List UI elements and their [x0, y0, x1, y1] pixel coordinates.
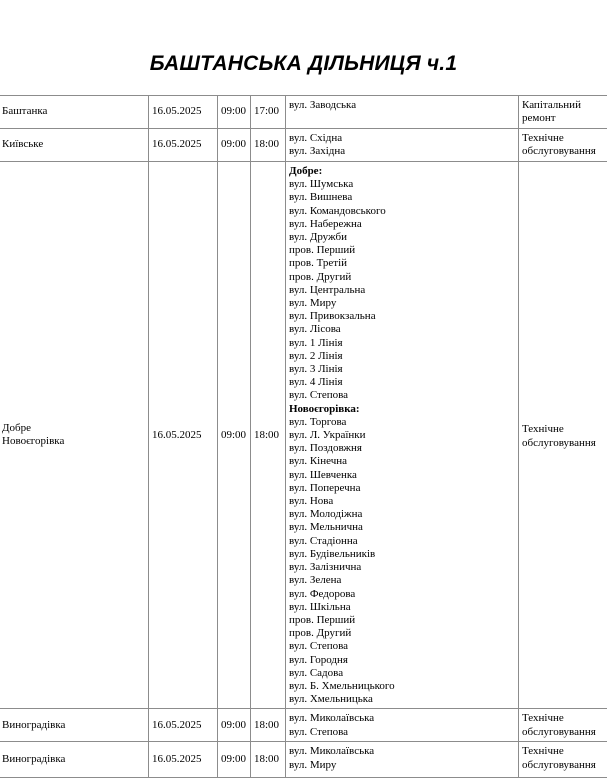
work-type-line: обслуговування [522, 145, 596, 158]
street-item: вул. Шумська [289, 178, 354, 191]
settlement-cell [0, 709, 149, 742]
work-type-line: Технічне [522, 132, 564, 144]
street-item: вул. Торгова [289, 415, 347, 428]
street-item: пров. Перший [289, 613, 356, 626]
work-type-cell [519, 742, 607, 778]
street-item: пров. Третій [289, 257, 348, 270]
street-item: вул. Шевченка [289, 468, 357, 481]
street-item: вул. 4 Лінія [289, 376, 343, 389]
streets-cell [286, 742, 519, 778]
settlement-name: Баштанка [2, 105, 48, 118]
end-time-cell: 18:00 [251, 709, 286, 742]
work-type-line: Технічне [522, 423, 564, 436]
street-group-header: Добре: [289, 165, 323, 177]
street-item: вул. Степова [289, 640, 349, 653]
street-item: вул. Лісова [289, 323, 341, 336]
date-cell: 16.05.2025 [149, 162, 218, 709]
street-item: вул. 1 Лінія [289, 336, 343, 349]
work-type-line: ремонт [522, 112, 556, 125]
table-row [0, 742, 607, 778]
document-title: БАШТАНСЬКА ДІЛЬНИЦЯ ч.1 [149, 52, 458, 75]
street-item: вул. Садова [289, 666, 344, 679]
streets-cell [286, 129, 519, 162]
street-item: пров. Перший [289, 244, 356, 257]
street-item: вул. Заводська [289, 99, 357, 111]
street-item: вул. Будівельників [289, 547, 376, 560]
streets-cell [286, 96, 519, 129]
settlement-name: Добре [2, 421, 31, 434]
street-item: вул. Федорова [289, 587, 356, 600]
street-item: вул. Миколаївська [289, 712, 375, 725]
street-item: вул. Вишнева [289, 191, 353, 204]
date-cell: 16.05.2025 [149, 96, 218, 129]
street-item: вул. Західна [289, 145, 346, 158]
work-type-line: обслуговування [522, 758, 596, 771]
settlement-name: Виноградівка [2, 718, 66, 731]
street-item: вул. Миру [289, 758, 337, 771]
work-type-line: Технічне [522, 712, 564, 725]
street-item: пров. Другий [289, 627, 352, 640]
end-time-cell: 18:00 [251, 129, 286, 162]
end-time-cell: 17:00 [251, 96, 286, 129]
work-type-line: Технічне [522, 745, 564, 758]
table-row [0, 709, 607, 742]
settlement-cell [0, 96, 149, 129]
work-type-cell [519, 709, 607, 742]
work-type-cell [519, 96, 607, 129]
street-item: вул. Шкільна [289, 600, 351, 613]
street-item: вул. Хмельницька [289, 693, 373, 706]
settlement-name: Новоєгорівка [2, 435, 65, 448]
street-item: вул. Степова [289, 725, 349, 738]
street-item: вул. Мельнична [289, 521, 363, 534]
settlement-cell [0, 129, 149, 162]
street-item: вул. Поздовжня [289, 442, 362, 455]
street-item: вул. 3 Лінія [289, 363, 343, 376]
end-time-cell: 18:00 [251, 162, 286, 709]
streets-cell [286, 709, 519, 742]
street-item: вул. Стадіонна [289, 534, 358, 547]
settlement-name: Київське [2, 138, 44, 151]
date-cell: 16.05.2025 [149, 129, 218, 162]
date-cell: 16.05.2025 [149, 742, 218, 778]
work-type-line: Капітальний [522, 99, 581, 111]
street-item: пров. Другий [289, 270, 352, 283]
street-item: вул. Командовського [289, 204, 386, 217]
work-type-line: обслуговування [522, 725, 596, 738]
street-group-header: Новоєгорівка: [289, 402, 360, 415]
work-type-cell [519, 129, 607, 162]
start-time-cell: 09:00 [218, 96, 251, 129]
settlement-name: Виноградівка [2, 753, 66, 766]
street-item: вул. Нова [289, 495, 334, 508]
date-cell: 16.05.2025 [149, 709, 218, 742]
street-item: вул. Зелена [289, 574, 342, 587]
street-item: вул. Східна [289, 132, 343, 144]
street-item: вул. Поперечна [289, 481, 361, 494]
street-item: вул. Привокзальна [289, 310, 376, 323]
street-item: вул. Л. Українки [289, 429, 366, 442]
settlement-cell [0, 162, 149, 709]
table-row [0, 129, 607, 162]
street-item: вул. Городня [289, 653, 348, 666]
street-item: вул. Б. Хмельницького [289, 679, 395, 692]
start-time-cell: 09:00 [218, 709, 251, 742]
settlement-cell [0, 742, 149, 778]
street-item: вул. Кінечна [289, 455, 348, 468]
table-row [0, 162, 607, 709]
street-item: вул. Миколаївська [289, 745, 375, 758]
work-type-line: обслуговування [522, 436, 596, 449]
start-time-cell: 09:00 [218, 129, 251, 162]
street-item: вул. Центральна [289, 283, 366, 296]
street-item: вул. Дружби [289, 231, 347, 244]
street-item: вул. 2 Лінія [289, 349, 343, 362]
table-row [0, 96, 607, 129]
start-time-cell: 09:00 [218, 742, 251, 778]
street-item: вул. Молодіжна [289, 508, 363, 521]
street-item: вул. Набережна [289, 217, 362, 230]
end-time-cell: 18:00 [251, 742, 286, 778]
street-item: вул. Залізнична [289, 561, 362, 574]
work-type-cell [519, 162, 607, 709]
streets-cell [286, 162, 519, 709]
street-item: вул. Миру [289, 297, 337, 310]
start-time-cell: 09:00 [218, 162, 251, 709]
street-item: вул. Степова [289, 389, 349, 402]
outage-schedule-table [0, 95, 607, 778]
